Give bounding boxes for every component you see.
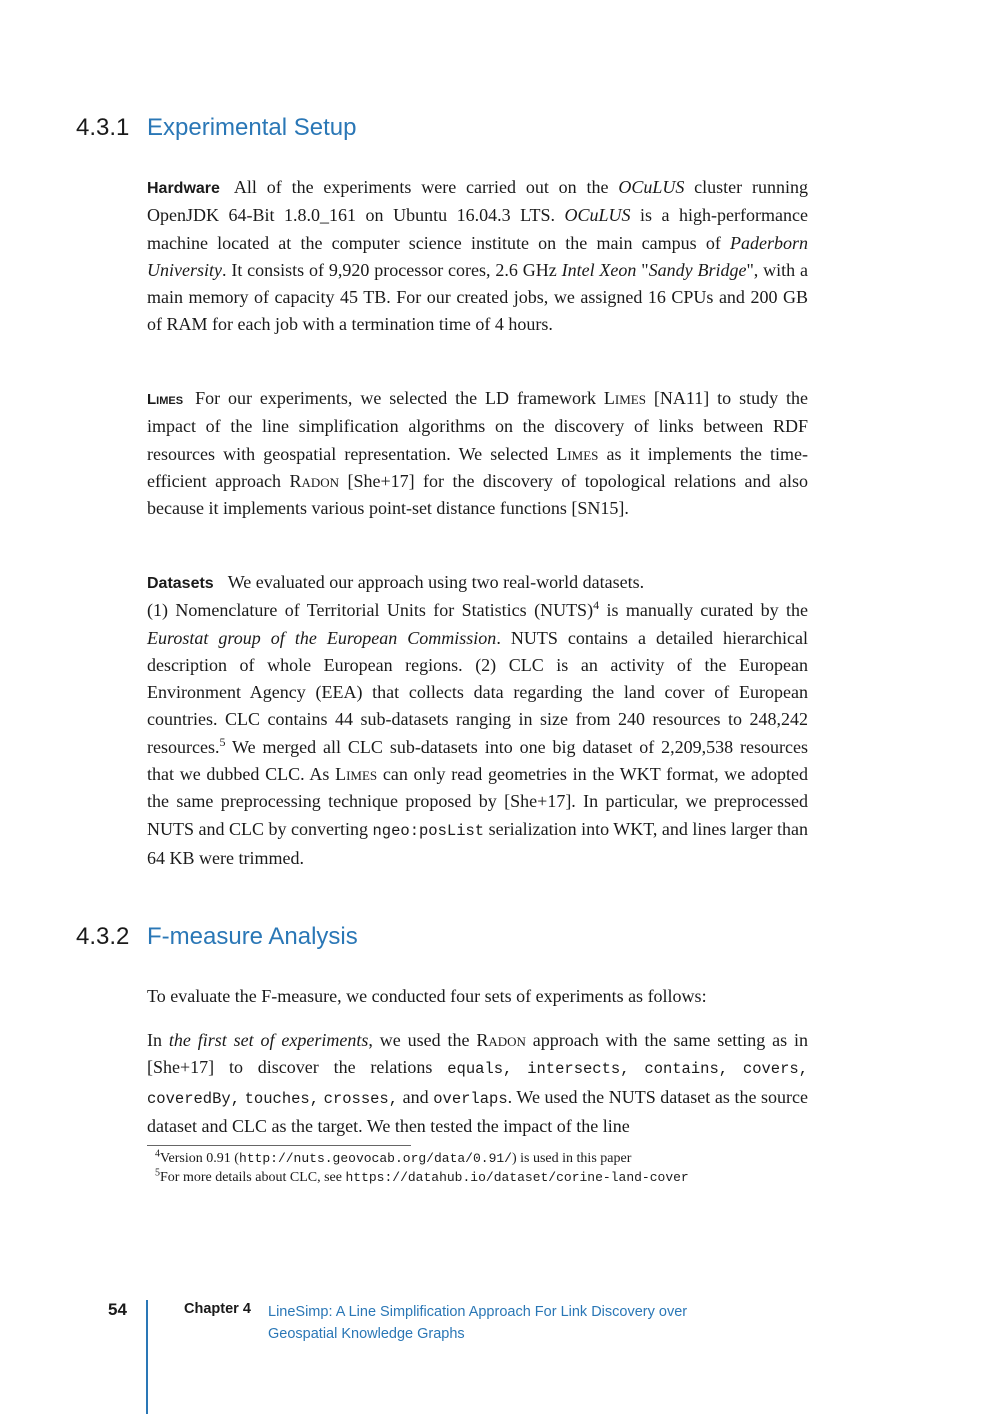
emph-eurostat: Eurostat group of the European Commission: [147, 627, 497, 648]
section-title: F-measure Analysis: [147, 923, 358, 950]
text: . NUTS contains a detailed hierarchical description of whole European regions. (2) CLC is an activity of the European Environment Agency (EEA) that collects data regarding the land cover of European countries. CLC contains 44 sub-datasets ranging in size from 240 resources to 248,242 resources.: [147, 627, 808, 757]
footnote-marker: 4: [593, 598, 600, 613]
text: ) is used in this paper: [511, 1151, 632, 1166]
text: can only read geometries in the WKT format, we adopted the same preprocessing technique proposed by [She+17]. In particular, we preprocessed NUTS and CLC by converting: [147, 764, 808, 839]
paragraph-lead-limes: Limes: [147, 391, 184, 408]
text: In: [147, 1030, 169, 1050]
text: For more details about CLC, see: [160, 1170, 346, 1185]
name-limes: Limes: [603, 388, 646, 408]
section-heading-f-measure: [76, 922, 358, 952]
name-limes: Limes: [556, 443, 599, 464]
emph-first-set: the first set of experiments: [168, 1030, 369, 1050]
text: . It consists of 9,920 processor cores, 2.6 GHz: [221, 259, 562, 280]
code-relation: overlaps: [433, 1089, 508, 1108]
paragraph-first-set: [147, 1027, 808, 1140]
text: cluster running OpenJDK 64-Bit 1.8.0_161 on Ubuntu 16.04.3 LTS.: [147, 177, 808, 226]
paragraph-limes: [147, 385, 808, 522]
footnote-number: 5: [155, 1167, 160, 1179]
paragraph-hardware: [147, 174, 808, 339]
text: We merged all CLC sub-datasets into one big dataset of 2,209,538 resources that we dubbed CLC. As: [147, 736, 808, 785]
text: approach with the same setting as in [She+17] to discover the relations: [147, 1030, 808, 1078]
name-radon: Radon: [289, 470, 340, 491]
emph-sandy-bridge: Sandy Bridge: [648, 259, 747, 280]
footnote-divider: [147, 1145, 411, 1146]
footer-divider: [146, 1300, 148, 1414]
text: All of the experiments were carried out on the: [233, 177, 619, 197]
text: For our experiments, we selected the LD framework: [195, 388, 604, 408]
footnote-4: [155, 1149, 835, 1168]
section-heading-experimental-setup: [76, 113, 356, 143]
page-number: 54: [108, 1300, 127, 1319]
emph-paderborn: Paderborn University: [147, 232, 808, 280]
text: serialization into WKT, and lines larger than 64 KB were trimmed.: [147, 818, 809, 868]
footnote-url: http://nuts.geovocab.org/data/0.91/: [238, 1151, 512, 1166]
footnote-number: 4: [155, 1148, 160, 1160]
emph-xeon: Intel Xeon: [561, 259, 637, 280]
code-relation: intersects,: [527, 1060, 630, 1079]
text: is manually curated by the: [599, 600, 808, 621]
code-relation: equals,: [447, 1060, 513, 1079]
paragraph-lead-hardware: Hardware: [147, 180, 220, 197]
paragraph-lead-datasets: Datasets: [147, 575, 214, 592]
text: We evaluated our approach using two real-world datasets.: [227, 572, 645, 592]
text: as it implements the time-efficient approach: [147, 443, 808, 491]
paragraph-datasets: [147, 569, 808, 872]
paragraph-fmeasure-intro: To evaluate the F-measure, we conducted four sets of experiments as follows:: [147, 986, 707, 1006]
code-relation: contains,: [644, 1060, 729, 1079]
section-number: 4.3.2: [76, 923, 130, 950]
section-title: Experimental Setup: [147, 114, 357, 141]
text: is a high-performance machine located at the computer science institute on the main campus of: [147, 205, 808, 253]
text: Version 0.91 (: [160, 1151, 239, 1166]
footnote-marker: 5: [219, 734, 226, 749]
section-number: 4.3.1: [76, 114, 130, 141]
emph-oculus: OCuLUS: [564, 205, 631, 226]
name-radon: Radon: [476, 1030, 526, 1050]
code-poslist: ngeo:posList: [372, 821, 485, 840]
name-limes: Limes: [335, 764, 378, 785]
footnote-5: [155, 1168, 835, 1187]
text: ": [636, 259, 649, 280]
text: and: [398, 1086, 434, 1107]
code-relation: coveredBy,: [147, 1089, 241, 1108]
text: . We used the NUTS dataset as the source dataset and CLC as the target. We then tested the impact of the line: [147, 1086, 808, 1136]
emph-oculus: OCuLUS: [618, 177, 685, 197]
chapter-label: Chapter 4: [184, 1301, 251, 1317]
text: [She+17] for the discovery of topological relations and also because it implements various point-set distance functions [SN15].: [147, 470, 808, 519]
footnote-url: https://datahub.io/dataset/corine-land-cover: [345, 1170, 689, 1185]
text: , we used the: [368, 1030, 477, 1050]
code-relation: covers,: [742, 1060, 809, 1079]
code-relation: touches,: [244, 1089, 320, 1108]
chapter-title: LineSimp: A Line Simplification Approach For Link Discovery over Geospatial Knowledge Graphs: [268, 1304, 688, 1342]
text: ", with a main memory of capacity 45 TB. For our created jobs, we assigned 16 CPUs and 200 GB of RAM for each job with a termination time of 4 hours.: [147, 259, 808, 335]
text: (1) Nomenclature of Territorial Units for Statistics (NUTS): [147, 600, 594, 621]
code-relation: crosses,: [323, 1089, 399, 1108]
text: [NA11] to study the impact of the line simplification algorithms on the discovery of links between RDF resources with geospatial representation. We selected: [147, 388, 808, 464]
